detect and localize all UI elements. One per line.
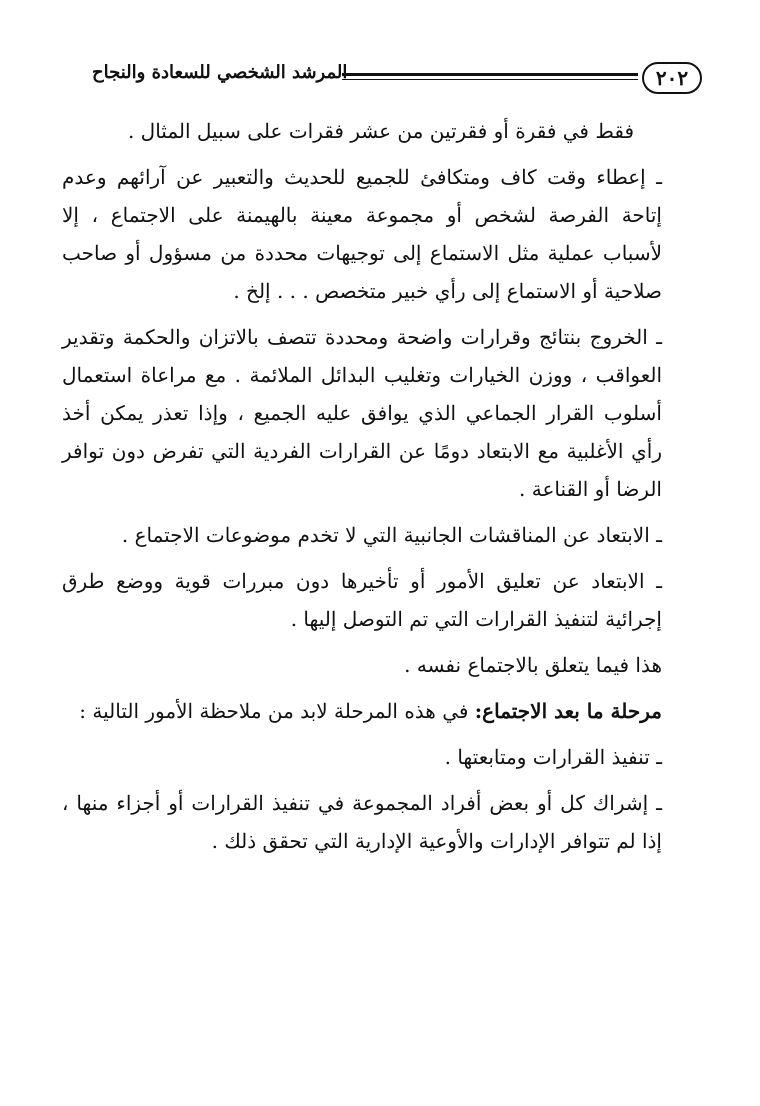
bullet-equal-speaking-time: ـ إعطاء وقت كاف ومتكافئ للجميع للحديث والتعبير عن آرائهم وعدم إتاحة الفرصة لشخص أو مجموعة معينة بالهيمنة على الاجتماع ، إلا لأسباب عملية مثل الاستماع إلى توجيهات محددة من مسؤول أو صاحب صلاحية أو الاستماع إلى رأي خبير متخصص . . . إلخ . — [62, 165, 662, 303]
bullet-implement-decisions: ـ تنفيذ القرارات ومتابعتها . — [444, 745, 662, 769]
section-intro-text: في هذه المرحلة لابد من ملاحظة الأمور التالية : — [79, 699, 475, 723]
bullet-clear-decisions: ـ الخروج بنتائج وقرارات واضحة ومحددة تتصف بالاتزان والحكمة وتقدير العواقب ، ووزن الخيارات وتغليب البدائل الملائمة . مع مراعاة استعمال أسلوب القرار الجماعي الذي يوافق عليه الجميع ، وإذا تعذر يمكن أخذ رأي الأغلبية مع الابتعاد دومًا عن القرارات الفردية التي تفرض دون توافر الرضا أو القناعة . — [62, 325, 662, 501]
paragraph-continuation: فقط في فقرة أو فقرتين من عشر فقرات على سبيل المثال . — [127, 119, 634, 143]
bullet-avoid-delays: ـ الابتعاد عن تعليق الأمور أو تأخيرها دون مبررات قوية ووضع طرق إجرائية لتنفيذ القرارات التي تم التوصل إليها . — [62, 569, 662, 631]
bullet-avoid-side-discussions: ـ الابتعاد عن المناقشات الجانبية التي لا تخدم موضوعات الاجتماع . — [121, 523, 662, 547]
paragraph-meeting-summary: هذا فيما يتعلق بالاجتماع نفسه . — [404, 653, 662, 677]
page-number-text: ٢٠٢ — [655, 66, 689, 90]
page-header — [92, 52, 702, 98]
book-title: المرشد الشخصي للسعادة والنجاح — [92, 62, 348, 83]
section-title-post-meeting: مرحلة ما بعد الاجتماع: — [474, 699, 662, 723]
page-body — [62, 112, 662, 868]
header-rule-thin — [342, 79, 638, 80]
header-rule — [342, 73, 638, 76]
page-number — [642, 62, 702, 94]
bullet-involve-members: ـ إشراك كل أو بعض أفراد المجموعة في تنفيذ القرارات أو أجزاء منها ، إذا لم تتوافر الإدارات والأوعية الإدارية التي تحقق ذلك . — [62, 791, 662, 853]
paragraph-post-meeting — [62, 692, 662, 730]
